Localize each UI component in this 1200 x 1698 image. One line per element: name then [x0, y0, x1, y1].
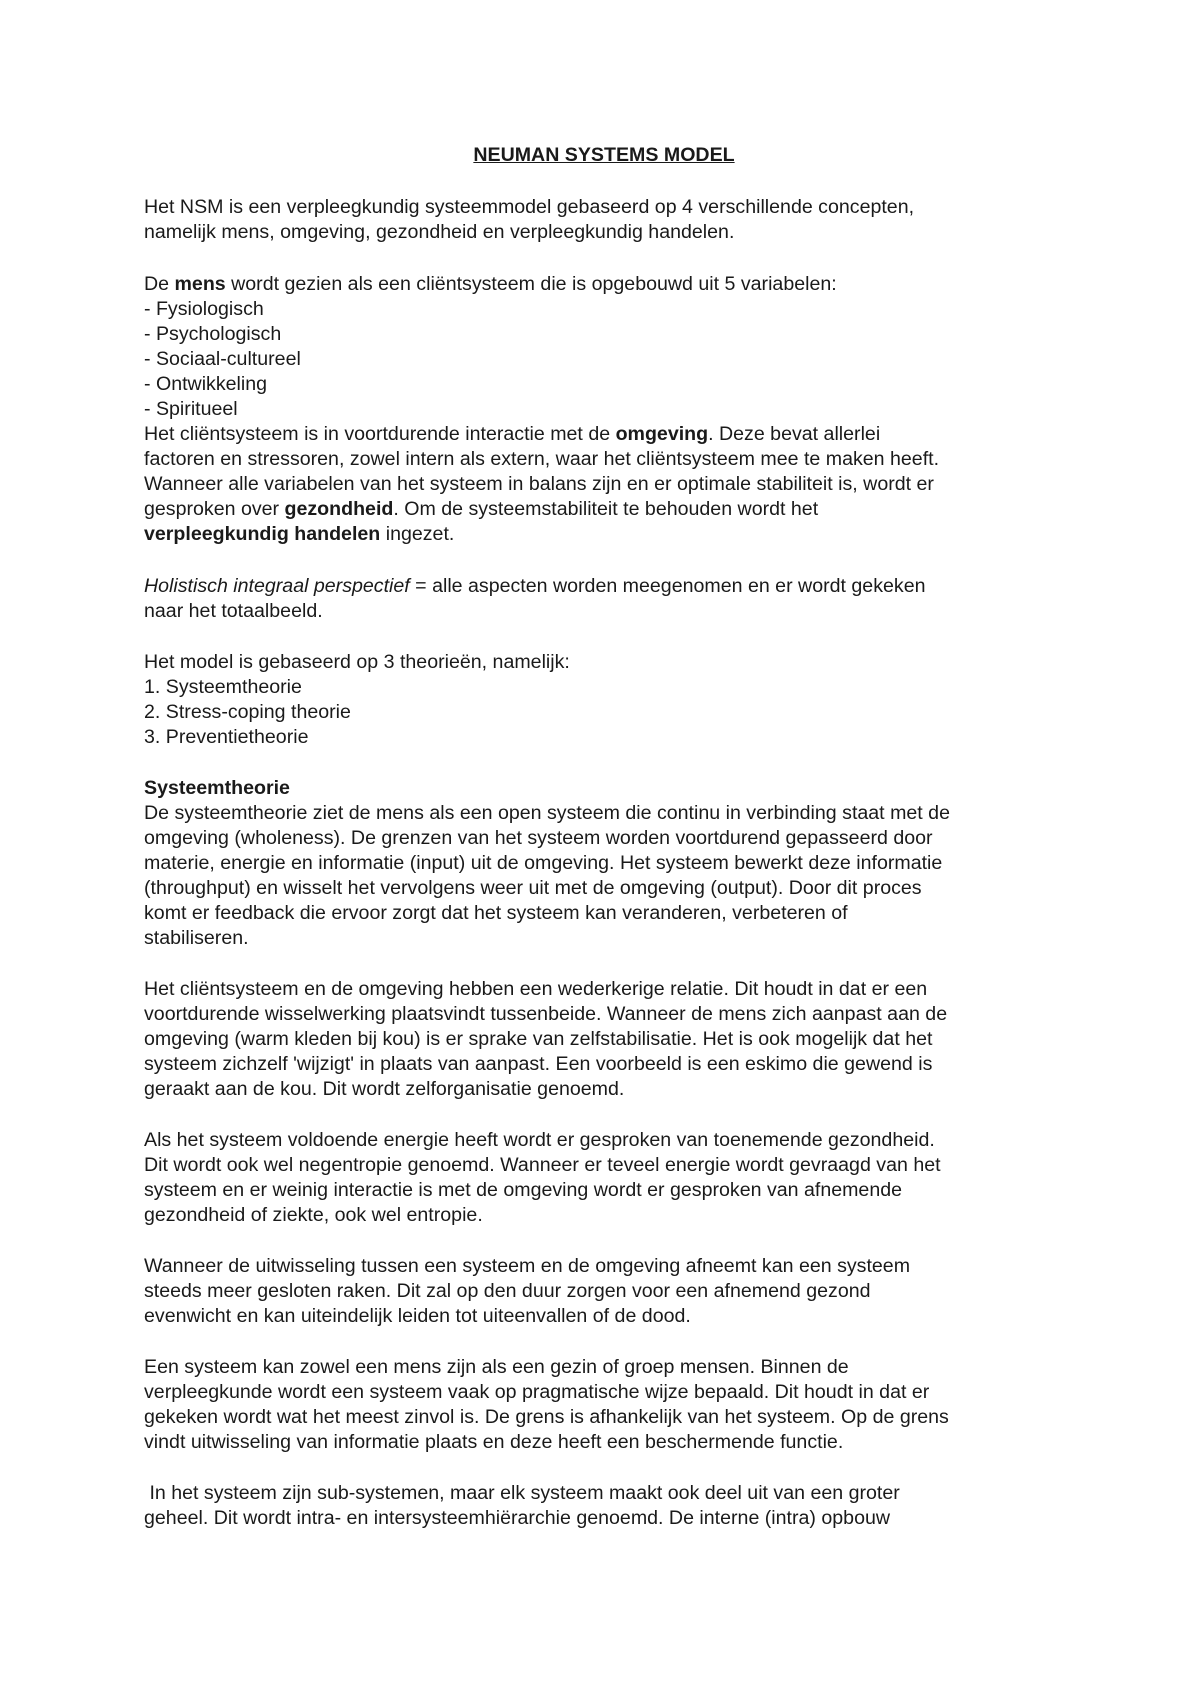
- paragraph-line: gekeken wordt wat het meest zinvol is. De grens is afhankelijk van het systeem. Op de grens: [144, 1406, 949, 1428]
- paragraph-line: voortdurende wisselwerking plaatsvindt tussenbeide. Wanneer de mens zich aanpast aan de: [144, 1003, 948, 1025]
- mens-pre: De: [144, 273, 175, 295]
- variable-item: - Psychologisch: [144, 323, 282, 345]
- theories-intro: Het model is gebaseerd op 3 theorieën, namelijk:: [144, 651, 570, 673]
- paragraph-line: steeds meer gesloten raken. Dit zal op den duur zorgen voor een afnemend gezond: [144, 1280, 871, 1302]
- intro-line: Het NSM is een verpleegkundig systeemmodel gebaseerd op 4 verschillende concepten,: [144, 196, 915, 218]
- theory-item: 1. Systeemtheorie: [144, 676, 302, 698]
- omgeving-pre: Het cliëntsysteem is in voortdurende interactie met de: [144, 423, 616, 445]
- body-line: Wanneer alle variabelen van het systeem in balans zijn en er optimale stabiliteit is, wordt er: [144, 473, 934, 495]
- paragraph-line: materie, energie en informatie (input) uit de omgeving. Het systeem bewerkt deze informatie: [144, 852, 943, 874]
- gezondheid-line: [144, 497, 818, 523]
- intro-line: namelijk mens, omgeving, gezondheid en verpleegkundig handelen.: [144, 221, 735, 243]
- paragraph-line: systeem en er weinig interactie is met de omgeving wordt er gesproken van afnemende: [144, 1179, 903, 1201]
- paragraph-line: komt er feedback die ervoor zorgt dat het systeem kan veranderen, verbeteren of: [144, 902, 848, 924]
- paragraph-line: omgeving (warm kleden bij kou) is er sprake van zelfstabilisatie. Het is ook mogelijk dat het: [144, 1028, 933, 1050]
- variable-item: - Spiritueel: [144, 398, 238, 420]
- theory-item: 3. Preventietheorie: [144, 726, 309, 748]
- mens-post: wordt gezien als een cliëntsysteem die is opgebouwd uit 5 variabelen:: [225, 273, 837, 295]
- paragraph-line: verpleegkunde wordt een systeem vaak op pragmatische wijze bepaald. Dit houdt in dat er: [144, 1381, 930, 1403]
- gezondheid-pre: gesproken over: [144, 498, 285, 520]
- handelen-post: ingezet.: [380, 523, 455, 545]
- mens-term: mens: [174, 273, 226, 295]
- handelen-line: [144, 522, 454, 548]
- paragraph-line: Als het systeem voldoende energie heeft wordt er gesproken van toenemende gezondheid.: [144, 1129, 935, 1151]
- page-title: NEUMAN SYSTEMS MODEL: [473, 144, 735, 166]
- holistic-post: = alle aspecten worden meegenomen en er wordt gekeken: [409, 575, 926, 597]
- paragraph-line: stabiliseren.: [144, 927, 249, 949]
- paragraph-line: Wanneer de uitwisseling tussen een systeem en de omgeving afneemt kan een systeem: [144, 1255, 911, 1277]
- paragraph-line: In het systeem zijn sub-systemen, maar elk systeem maakt ook deel uit van een groter: [144, 1482, 900, 1504]
- paragraph-line: (throughput) en wisselt het vervolgens weer uit met de omgeving (output). Door dit proces: [144, 877, 922, 899]
- holistic-term: Holistisch integraal perspectief: [144, 575, 410, 597]
- omgeving-term: omgeving: [615, 423, 709, 445]
- variable-item: - Fysiologisch: [144, 298, 264, 320]
- omgeving-post: . Deze bevat allerlei: [708, 423, 881, 445]
- paragraph-line: gezondheid of ziekte, ook wel entropie.: [144, 1204, 483, 1226]
- theory-item: 2. Stress-coping theorie: [144, 701, 351, 723]
- body-line: naar het totaalbeeld.: [144, 600, 323, 622]
- paragraph-line: evenwicht en kan uiteindelijk leiden tot uiteenvallen of de dood.: [144, 1305, 691, 1327]
- body-line: factoren en stressoren, zowel intern als extern, waar het cliëntsysteem mee te maken heeft.: [144, 448, 940, 470]
- paragraph-line: De systeemtheorie ziet de mens als een open systeem die continu in verbinding staat met de: [144, 802, 950, 824]
- handelen-term: verpleegkundig handelen: [144, 523, 381, 545]
- paragraph-line: Het cliëntsysteem en de omgeving hebben een wederkerige relatie. Dit houdt in dat er een: [144, 978, 928, 1000]
- paragraph-line: omgeving (wholeness). De grenzen van het systeem worden voortdurend gepasseerd door: [144, 827, 933, 849]
- omgeving-line: [144, 422, 880, 448]
- paragraph-line: geraakt aan de kou. Dit wordt zelforganisatie genoemd.: [144, 1078, 625, 1100]
- paragraph-line: systeem zichzelf 'wijzigt' in plaats van aanpast. Een voorbeeld is een eskimo die gewend is: [144, 1053, 933, 1075]
- paragraph-line: Een systeem kan zowel een mens zijn als een gezin of groep mensen. Binnen de: [144, 1356, 849, 1378]
- variable-item: - Sociaal-cultureel: [144, 348, 301, 370]
- paragraph-line: geheel. Dit wordt intra- en intersysteemhiërarchie genoemd. De interne (intra) opbouw: [144, 1507, 891, 1529]
- paragraph-line: vindt uitwisseling van informatie plaats en deze heeft een beschermende functie.: [144, 1431, 844, 1453]
- gezondheid-term: gezondheid: [284, 498, 394, 520]
- variable-item: - Ontwikkeling: [144, 373, 268, 395]
- holistic-line: [144, 574, 926, 600]
- paragraph-line: Dit wordt ook wel negentropie genoemd. Wanneer er teveel energie wordt gevraagd van het: [144, 1154, 941, 1176]
- mens-line: [144, 272, 837, 298]
- section-heading: Systeemtheorie: [144, 777, 290, 799]
- gezondheid-post: . Om de systeemstabiliteit te behouden wordt het: [393, 498, 819, 520]
